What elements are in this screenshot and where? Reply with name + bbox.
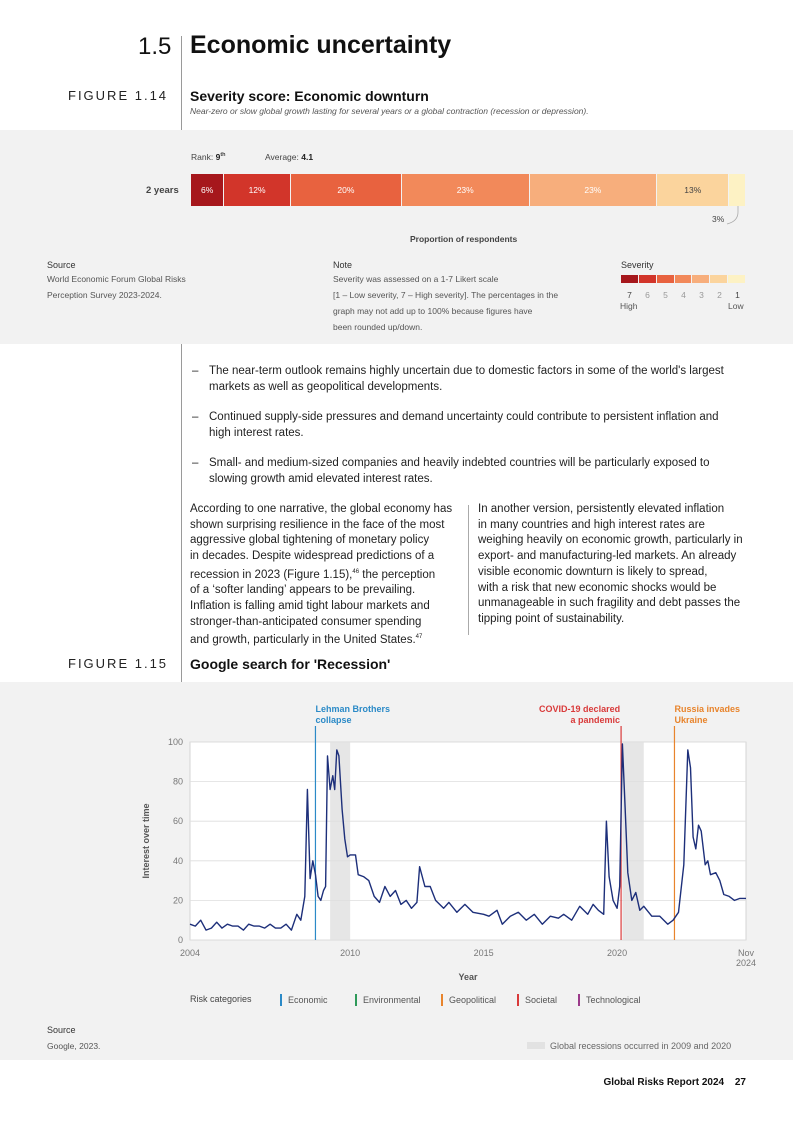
event-label: Ukraine	[674, 715, 708, 725]
text-line: tipping point of sustainability.	[478, 612, 625, 625]
text-line: In another version, persistently elevated inflation	[478, 503, 725, 515]
figure-15-source-heading: Source	[47, 1025, 76, 1035]
severity-legend-heading: Severity	[621, 260, 654, 270]
bar-segment: 23%	[402, 174, 530, 206]
text-line: visible economic downturn is likely to spread,	[478, 565, 708, 578]
bar-segment: 23%	[530, 174, 658, 206]
severity-number: 1	[735, 290, 740, 300]
legend-title: Risk categories	[190, 994, 252, 1004]
figure-14-source-text	[47, 271, 186, 303]
text-line: stronger-than-anticipated consumer spending	[190, 615, 422, 628]
text-line	[190, 565, 470, 584]
text-line: of a ‘softer landing’ appears to be prevailing.	[190, 584, 416, 597]
average-value: 4.1	[301, 152, 314, 162]
footnote-ref-46[interactable]: 46	[352, 568, 360, 575]
note-line: been rounded up/down.	[333, 322, 423, 332]
column-divider	[468, 505, 469, 635]
text-line: Inflation is falling amid tight labour markets and	[190, 600, 430, 613]
bullet-text: Small- and medium-sized companies and heavily indebted countries will be particularly exposed to slowing growth amid elevated interest rates.	[209, 457, 710, 485]
event-label: Russia invades	[674, 704, 740, 714]
text-line: unmanageable in such fragility and debt passes the	[478, 597, 741, 610]
legend-technological: Technological	[578, 994, 641, 1006]
row-label-2-years: 2 years	[146, 185, 179, 196]
source-line: Perception Survey 2023-2024.	[47, 290, 162, 300]
average-label: Average:	[265, 152, 302, 162]
bar-segment: 6%	[191, 174, 224, 206]
event-label: collapse	[315, 715, 352, 725]
bullet-text: Continued supply-side pressures and demand uncertainty could contribute to persistent inflation and high interest rates.	[209, 411, 719, 439]
severity-low: Low	[728, 301, 744, 311]
note-line: graph may not add up to 100% because figures have	[333, 306, 533, 316]
severity-number: 2	[717, 290, 722, 300]
text-span: and growth, particularly in the United States.	[190, 634, 416, 647]
event-label: COVID-19 declared	[539, 704, 621, 714]
average	[265, 152, 313, 162]
severity-swatch	[639, 275, 656, 283]
text-span: recession in 2023 (Figure 1.15),	[190, 568, 353, 581]
note-line: Severity was assessed on a 1-7 Likert scale	[333, 274, 499, 284]
text-line: in many countries and high interest rates are	[478, 518, 705, 531]
body-column-left	[190, 502, 470, 649]
legend-environmental: Environmental	[355, 994, 421, 1006]
x-axis-title: Year	[458, 972, 478, 982]
x-tick-label: 2020	[607, 948, 628, 958]
bar-segment: 13%	[657, 174, 729, 206]
severity-number: 5	[663, 290, 668, 300]
text-span: the perception	[359, 568, 436, 581]
text-line: in decades. Despite widespread predictions of a	[190, 550, 435, 563]
recession-note: Global recessions occurred in 2009 and 2020	[550, 1041, 732, 1051]
text-line: export- and manufacturing-led markets. An already	[478, 550, 737, 563]
severity-number: 7	[627, 290, 632, 300]
y-tick-label: 40	[172, 855, 183, 866]
plot-area	[190, 742, 746, 940]
figure-15-title: Google search for 'Recession'	[190, 656, 391, 672]
legend-economic: Economic	[280, 994, 328, 1006]
y-tick-label: 0	[177, 935, 183, 945]
footnote-ref-47[interactable]: 47	[415, 634, 423, 641]
body-column-right	[478, 502, 758, 628]
figure-14-title: Severity score: Economic downturn	[190, 88, 429, 104]
bullet-item	[192, 363, 737, 395]
text-line: According to one narrative, the global economy has	[190, 503, 453, 515]
x-tick-label: 2010	[340, 948, 361, 958]
figure-14-axis-title: Proportion of respondents	[410, 234, 518, 244]
figure-14-subtitle: Near-zero or slow global growth lasting for several years or a global contraction (recession or depression).	[190, 106, 589, 116]
recession-swatch	[527, 1042, 545, 1049]
y-axis-title: Interest over time	[141, 803, 151, 879]
bullet-item	[192, 409, 737, 441]
severity-high: High	[620, 301, 638, 311]
severity-number: 3	[699, 290, 704, 300]
y-tick-label: 60	[172, 816, 183, 827]
section-title: Economic uncertainty	[190, 31, 452, 59]
y-tick-label: 80	[172, 776, 183, 787]
figure-14-source-heading: Source	[47, 260, 76, 270]
bar-segment: 20%	[291, 174, 402, 206]
bullet-text: The near-term outlook remains highly uncertain due to domestic factors in some of the world's largest markets as well as geopolitical developments.	[209, 365, 724, 393]
figure-14-note-text	[333, 271, 558, 335]
section-number: 1.5	[138, 33, 172, 60]
severity-swatch	[621, 275, 638, 283]
severity-swatch	[675, 275, 692, 283]
text-line: aggressive global tightening of monetary policy	[190, 534, 430, 547]
rank	[191, 152, 226, 162]
legend-societal: Societal	[517, 994, 557, 1006]
text-line: shown surprising resilience in the face of the most	[190, 518, 445, 531]
severity-scale	[621, 275, 746, 283]
figure-15-label: FIGURE 1.15	[68, 656, 169, 671]
severity-swatch	[657, 275, 674, 283]
rank-sup: th	[220, 152, 226, 159]
severity-swatch	[692, 275, 709, 283]
figure-14-note-heading: Note	[333, 260, 353, 270]
page-number: 27	[734, 1077, 746, 1088]
bullet-dash: –	[192, 365, 199, 377]
bar-segment	[729, 174, 746, 206]
footer-report: Global Risks Report 2024	[603, 1077, 725, 1088]
event-label: a pandemic	[570, 715, 621, 725]
x-tick-label: 2024	[735, 958, 757, 968]
x-tick-label: 2015	[473, 948, 494, 958]
severity-swatch	[710, 275, 727, 283]
source-line: World Economic Forum Global Risks	[47, 274, 186, 284]
severity-bar	[191, 174, 746, 206]
severity-number: 6	[645, 290, 650, 300]
text-line: weighing heavily on economic growth, particularly in	[478, 534, 743, 547]
y-tick-label: 20	[172, 895, 183, 906]
recession-search-chart	[0, 682, 793, 982]
event-label: Lehman Brothers	[315, 704, 390, 714]
segment-label-small: 3%	[712, 214, 725, 224]
x-tick-label: 2004	[179, 948, 201, 958]
text-line: with a risk that new economic shocks would be	[478, 581, 717, 594]
bar-segment: 12%	[224, 174, 291, 206]
legend-geopolitical: Geopolitical	[441, 994, 496, 1006]
figure-14-label: FIGURE 1.14	[68, 88, 169, 103]
note-line: [1 – Low severity, 7 – High severity]. The percentages in the	[333, 290, 559, 300]
y-tick-label: 100	[167, 737, 183, 747]
rank-label: Rank:	[191, 152, 216, 162]
x-tick-label: Nov	[737, 948, 755, 958]
bullet-dash: –	[192, 457, 199, 469]
bullet-item	[192, 455, 737, 487]
severity-numbers	[621, 290, 746, 300]
rank-value: 9	[215, 152, 221, 162]
callout-line	[700, 204, 750, 226]
figure-15-source-text: Google, 2023.	[47, 1041, 101, 1051]
bullet-dash: –	[192, 411, 199, 423]
severity-number: 4	[681, 290, 686, 300]
page-footer	[603, 1077, 746, 1088]
text-line	[190, 630, 470, 649]
severity-swatch	[728, 275, 745, 283]
